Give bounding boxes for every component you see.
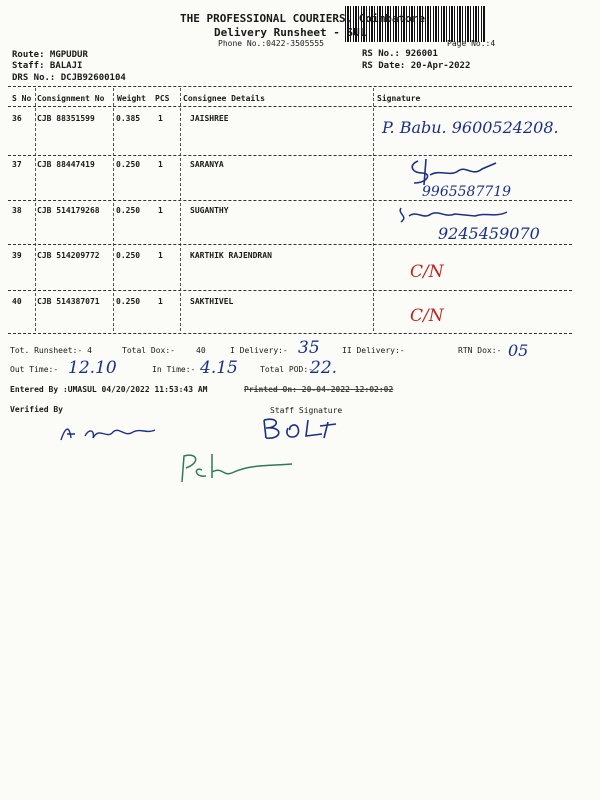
runsheet-title: Delivery Runsheet - SUL: [214, 26, 367, 39]
staff: Staff: BALAJI: [12, 61, 83, 71]
out-time-handwritten: 12.10: [68, 358, 117, 378]
in-time-label: In Time:-: [152, 365, 196, 374]
col-divider: [113, 88, 114, 331]
i-delivery-handwritten: 35: [298, 338, 320, 358]
row-signature: P. Babu. 9600524208.: [382, 118, 559, 137]
row-weight: 0.385: [116, 114, 141, 123]
company-name: THE PROFESSIONAL COURIERS, Coimbatore: [180, 12, 426, 25]
row-consignment: CJB 88447419: [37, 160, 95, 169]
row-rule: [8, 244, 572, 245]
row-consignee: SARANYA: [190, 160, 224, 169]
i-delivery-label: I Delivery:-: [230, 346, 288, 355]
total-pod-label: Total POD:-: [260, 365, 313, 374]
row-consignment: CJB 514209772: [37, 251, 100, 260]
row-pcs: 1: [158, 114, 163, 123]
in-time-handwritten: 4.15: [200, 358, 238, 378]
row-pcs: 1: [158, 297, 163, 306]
row-rule: [8, 290, 572, 291]
green-ink-signature: [172, 448, 302, 488]
row-signature: C/N: [410, 306, 444, 326]
staff-signature: [258, 414, 348, 442]
col-consignment: Consignment No: [37, 94, 105, 103]
table-top-rule: [8, 86, 572, 87]
printed-on: Printed On: 20-04-2022 12:02:02: [244, 385, 394, 394]
row-consignee: JAISHREE: [190, 114, 229, 123]
drs-number: DRS No.: DCJB92600104: [12, 73, 126, 83]
ii-delivery-label: II Delivery:-: [342, 346, 405, 355]
row-sno: 36: [12, 114, 22, 123]
out-time-label: Out Time:-: [10, 365, 59, 374]
row-consignment: CJB 514387071: [37, 297, 100, 306]
col-signature: Signature: [377, 94, 421, 103]
verifier-signature: [55, 418, 165, 448]
signature-scribble: [395, 204, 525, 226]
row-pcs: 1: [158, 251, 163, 260]
rtn-dox-label: RTN Dox:-: [458, 346, 502, 355]
row-consignee: KARTHIK RAJENDRAN: [190, 251, 272, 260]
row-signature: 9245459070: [438, 224, 540, 243]
row-sno: 39: [12, 251, 22, 260]
row-weight: 0.250: [116, 297, 141, 306]
row-sno: 38: [12, 206, 22, 215]
table-bottom-rule: [8, 333, 572, 334]
col-divider: [373, 88, 374, 331]
total-dox-value: 40: [196, 346, 206, 355]
route: Route: MGPUDUR: [12, 50, 88, 60]
table-header-rule: [8, 106, 572, 107]
row-signature: C/N: [410, 262, 444, 282]
row-signature: 9965587719: [422, 184, 512, 200]
total-dox-label: Total Dox:-: [122, 346, 175, 355]
col-consignee: Consignee Details: [183, 94, 265, 103]
row-weight: 0.250: [116, 160, 141, 169]
row-consignee: SUGANTHY: [190, 206, 229, 215]
phone-number: Phone No.:0422-3505555: [218, 39, 324, 48]
row-weight: 0.250: [116, 206, 141, 215]
total-runsheet: Tot. Runsheet:- 4: [10, 346, 92, 355]
row-consignment: CJB 514179268: [37, 206, 100, 215]
entered-by: Entered By :UMASUL 04/20/2022 11:53:43 AM: [10, 385, 208, 394]
row-sno: 40: [12, 297, 22, 306]
signature-scribble: [400, 155, 510, 187]
row-weight: 0.250: [116, 251, 141, 260]
rs-number: RS No.: 926001: [362, 49, 438, 59]
rtn-dox-handwritten: 05: [508, 341, 529, 360]
col-pcs: PCS: [155, 94, 170, 103]
row-consignee: SAKTHIVEL: [190, 297, 234, 306]
verified-by-label: Verified By: [10, 405, 63, 414]
col-divider: [35, 88, 36, 331]
row-rule: [8, 200, 572, 201]
row-pcs: 1: [158, 160, 163, 169]
staff-signature-label: Staff Signature: [270, 406, 343, 415]
row-pcs: 1: [158, 206, 163, 215]
col-weight: Weight: [117, 94, 146, 103]
row-sno: 37: [12, 160, 22, 169]
row-consignment: CJB 88351599: [37, 114, 95, 123]
total-pod-handwritten: 22.: [310, 358, 338, 378]
page-number: Page No.:4: [447, 39, 496, 48]
col-sno: S No: [12, 94, 32, 103]
rs-date: RS Date: 20-Apr-2022: [362, 61, 471, 71]
col-divider: [180, 88, 181, 331]
